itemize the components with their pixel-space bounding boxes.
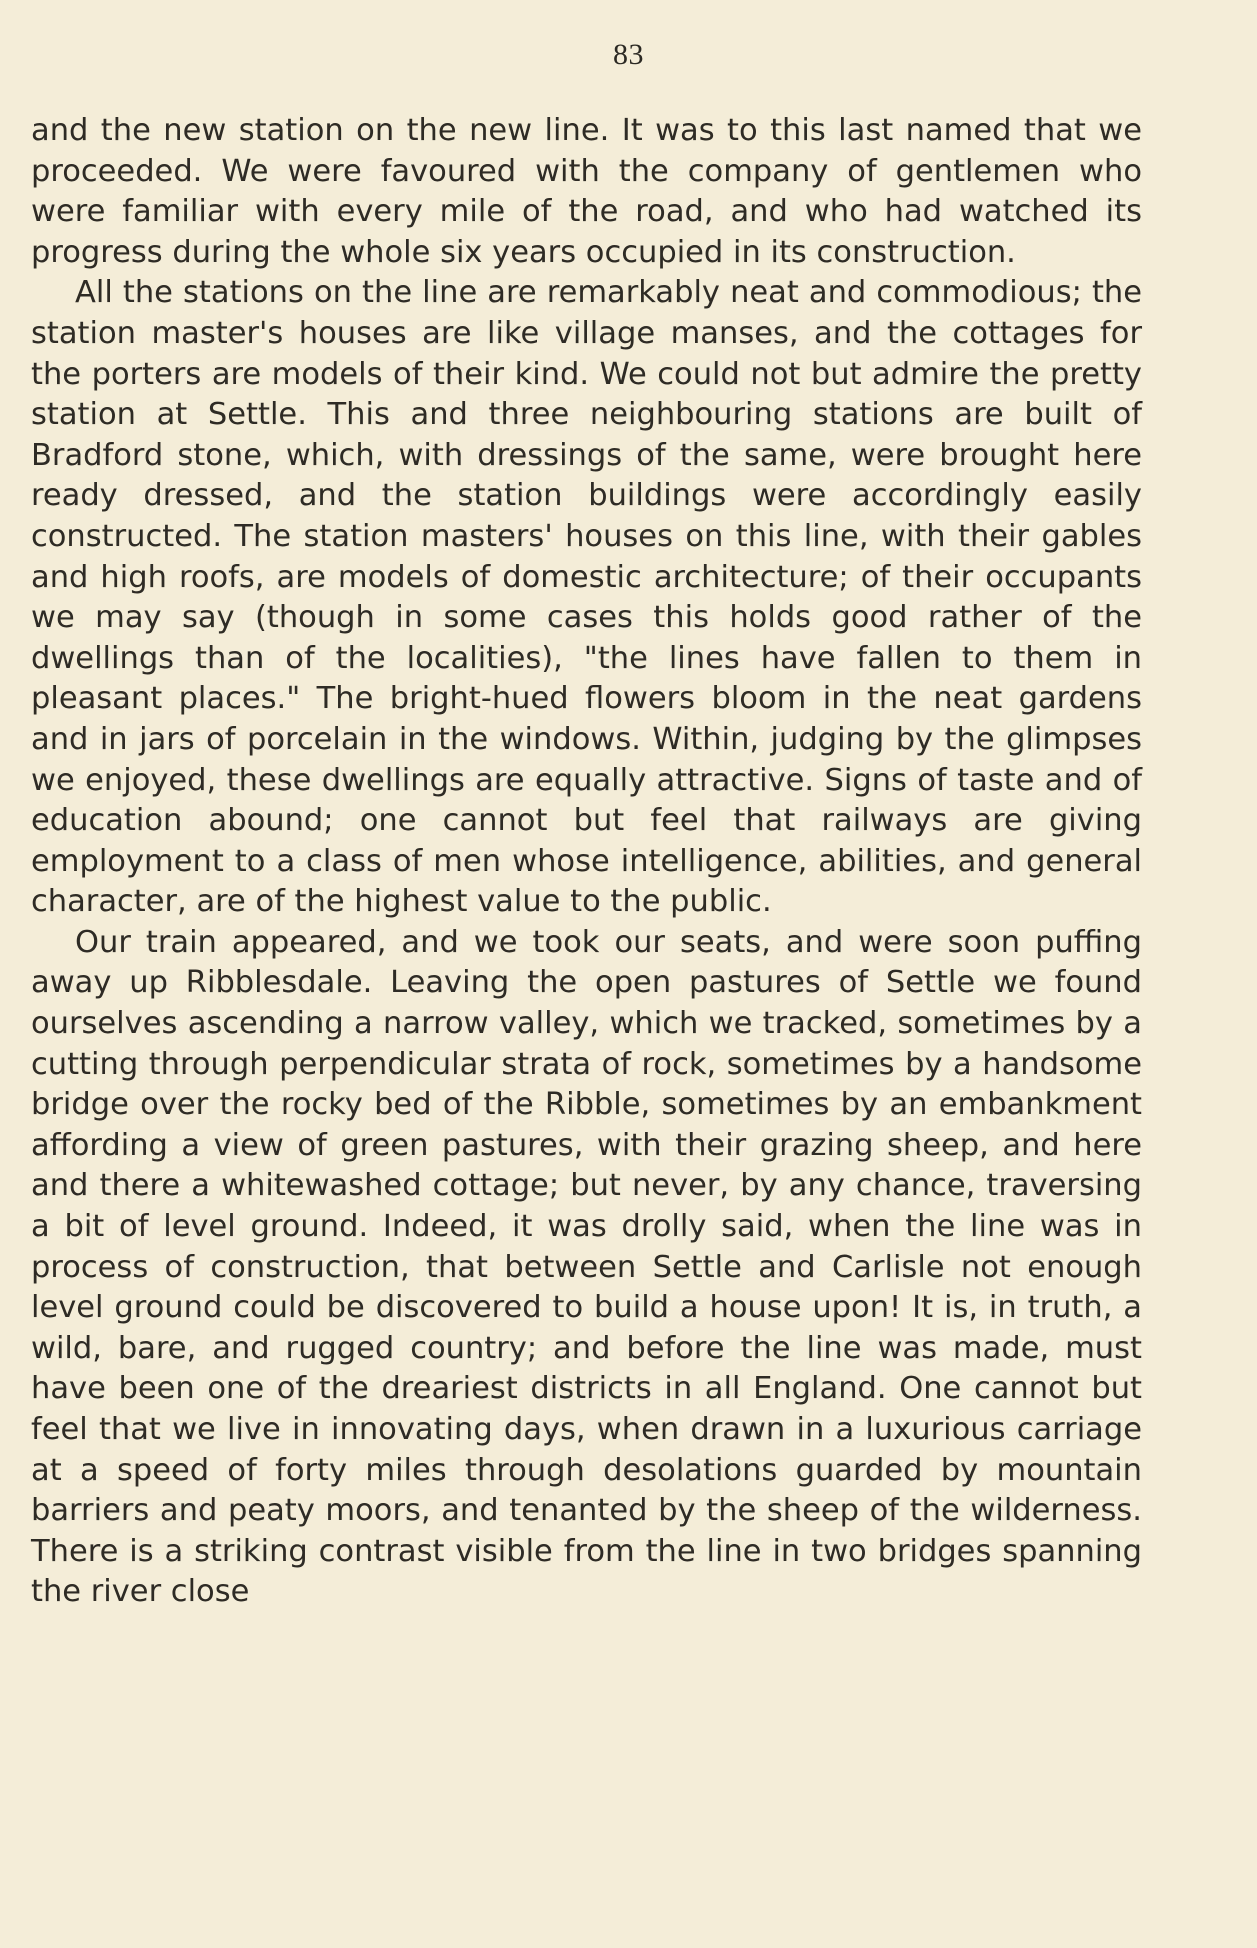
page-number: 83 [613,38,644,71]
paragraph-2: All the stations on the line are remarkably neat and commodious; the station master's houses are like village manses, and the cottages for the porters are models of their kind. We could not but admire the pretty station at Settle. This and three neighbouring stations are built of Bradford stone, which, with dressings of the same, were brought here ready dressed, and the station buildings were accordingly easily constructed. The station masters' houses on this line, with their gables and high roofs, are models of domestic architecture; of their occupants we may say (though in some cases this holds good rather of the dwellings than of the localities), "the lines have fallen to them in pleasant places." The bright-hued flowers bloom in the neat gardens and in jars of porcelain in the windows. Within, judging by the glimpses we enjoyed, these dwellings are equally attractive. Signs of taste and of education abound; one cannot but feel that railways are giving employment to a class of men whose intelligence, abilities, and general character, are of the highest value to the public. [31,275,1142,920]
body-text [31,111,1142,1613]
paragraph-1: and the new station on the new line. It was to this last named that we proceeded. We were favoured with the company of gentlemen who were familiar with every mile of the road, and who had watched its progress during the whole six years occupied in its construction. [31,113,1142,270]
paragraph-3: Our train appeared, and we took our seats, and were soon puffing away up Ribblesdale. Leaving the open pastures of Settle we found ourselves ascending a narrow valley, which we tracked, sometimes by a cutting through perpendicular strata of rock, sometimes by a handsome bridge over the rocky bed of the Ribble, sometimes by an embankment affording a view of green pastures, with their grazing sheep, and here and there a whitewashed cottage; but never, by any chance, traversing a bit of level ground. Indeed, it was drolly said, when the line was in process of construction, that between Settle and Carlisle not enough level ground could be discovered to build a house upon! It is, in truth, a wild, bare, and rugged country; and before the line was made, must have been one of the dreariest districts in all England. One cannot but feel that we live in innovating days, when drawn in a luxurious carriage at a speed of forty miles through desolations guarded by mountain barriers and peaty moors, and tenanted by the sheep of the wilderness. There is a striking contrast visible from the line in two bridges spanning the river close [31,924,1142,1610]
